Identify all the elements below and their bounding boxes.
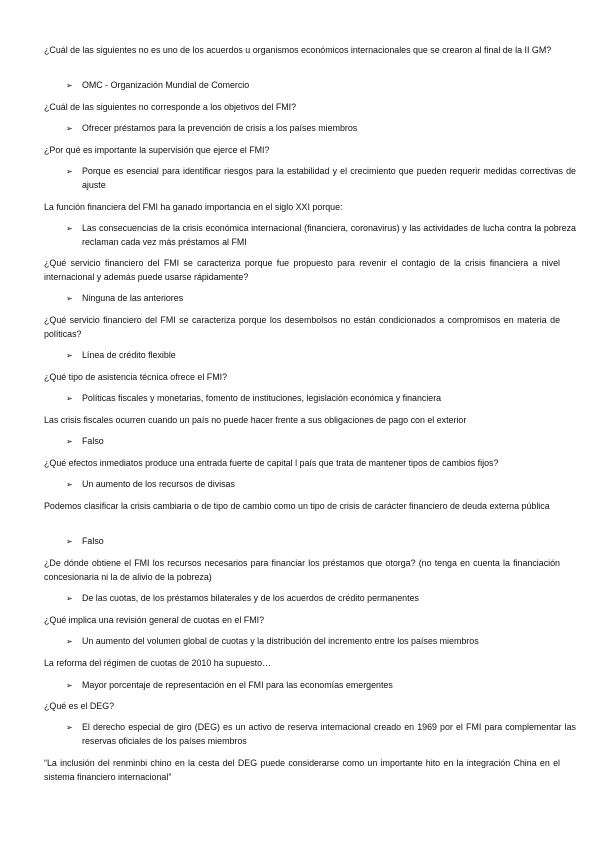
answer-2 bbox=[66, 122, 576, 136]
question-8: Las crisis fiscales ocurren cuando un país no puede hacer frente a sus obligaciones de pago con el exterior bbox=[44, 415, 467, 425]
answer-6 bbox=[66, 349, 576, 363]
arrow-bullet-icon: ➢ bbox=[66, 394, 73, 403]
arrow-bullet-icon: ➢ bbox=[66, 594, 73, 603]
answer-7 bbox=[66, 392, 576, 406]
answer-13 bbox=[66, 679, 576, 693]
answer-text: OMC - Organización Mundial de Comercio bbox=[82, 80, 250, 90]
answer-text: Un aumento de los recursos de divisas bbox=[82, 479, 235, 489]
answer-text: Ofrecer préstamos para la prevención de crisis a los países miembros bbox=[82, 123, 358, 133]
answer-text: Las consecuencias de la crisis económica internacional (financiera, coronavirus) y las actividades de lucha contra la pobreza reclaman cada vez más préstamos al FMI bbox=[82, 223, 576, 247]
question-6: ¿Qué servicio financiero del FMI se caracteriza porque los desembolsos no están condicionados a compromisos en materia de políticas? bbox=[44, 315, 560, 339]
arrow-bullet-icon: ➢ bbox=[66, 124, 73, 133]
answer-text: El derecho especial de giro (DEG) es un activo de reserva internacional creado en 1969 por el FMI para complementar las reservas oficiales de los países miembros bbox=[82, 722, 576, 746]
question-10: Podemos clasificar la crisis cambiaria o de tipo de cambio como un tipo de crisis de carácter financiero de deuda externa pública bbox=[44, 501, 550, 511]
answer-9 bbox=[66, 478, 576, 492]
question-4: La función financiera del FMI ha ganado importancia en el siglo XXI porque: bbox=[44, 202, 343, 212]
answer-text: Mayor porcentaje de representación en el FMI para las economías emergentes bbox=[82, 680, 393, 690]
answer-text: Línea de crédito flexible bbox=[82, 350, 176, 360]
answer-text: Políticas fiscales y monetarias, fomento de instituciones, legislación económica y financiera bbox=[82, 393, 442, 403]
answer-3 bbox=[66, 165, 576, 192]
answer-text: Ninguna de las anteriores bbox=[82, 293, 184, 303]
arrow-bullet-icon: ➢ bbox=[66, 681, 73, 690]
arrow-bullet-icon: ➢ bbox=[66, 537, 73, 546]
question-11: ¿De dónde obtiene el FMI los recursos necesarios para financiar los préstamos que otorga? (no tenga en cuenta la financiación concesionaria ni la de alivio de la pobreza) bbox=[44, 558, 560, 582]
answer-4 bbox=[66, 222, 576, 249]
question-14: ¿Qué es el DEG? bbox=[44, 701, 115, 711]
arrow-bullet-icon: ➢ bbox=[66, 81, 73, 90]
arrow-bullet-icon: ➢ bbox=[66, 637, 73, 646]
question-3: ¿Por qué es importante la supervisión que ejerce el FMI? bbox=[44, 145, 270, 155]
arrow-bullet-icon: ➢ bbox=[66, 224, 73, 233]
question-5: ¿Qué servicio financiero del FMI se caracteriza porque fue propuesto para revenir el contagio de la crisis financiera a nivel internacional y además puede usarse rápidamente? bbox=[44, 258, 560, 282]
question-9: ¿Qué efectos inmediatos produce una entrada fuerte de capital l país que trata de mantener tipos de cambios fijos? bbox=[44, 458, 499, 468]
question-2: ¿Cuál de las siguientes no corresponde a los objetivos del FMI? bbox=[44, 102, 297, 112]
answer-1 bbox=[66, 79, 576, 93]
arrow-bullet-icon: ➢ bbox=[66, 167, 73, 176]
question-7: ¿Qué tipo de asistencia técnica ofrece el FMI? bbox=[44, 372, 228, 382]
question-13: La reforma del régimen de cuotas de 2010 ha supuesto… bbox=[44, 658, 271, 668]
answer-5 bbox=[66, 292, 576, 306]
answer-text: Falso bbox=[82, 536, 104, 546]
arrow-bullet-icon: ➢ bbox=[66, 480, 73, 489]
answer-11 bbox=[66, 592, 576, 606]
question-1: ¿Cuál de las siguientes no es uno de los acuerdos u organismos económicos internacionales que se crearon al final de la II GM? bbox=[44, 45, 552, 55]
answer-text: Un aumento del volumen global de cuotas y la distribución del incremento entre los países miembros bbox=[82, 636, 479, 646]
arrow-bullet-icon: ➢ bbox=[66, 351, 73, 360]
answer-text: Falso bbox=[82, 436, 104, 446]
answer-12 bbox=[66, 635, 576, 649]
arrow-bullet-icon: ➢ bbox=[66, 294, 73, 303]
answer-8 bbox=[66, 435, 576, 449]
answer-10 bbox=[66, 535, 576, 549]
closing-quote: “La inclusión del renminbi chino en la cesta del DEG puede considerarse como un importante hito en la integración China en el sistema financiero internacional” bbox=[44, 758, 560, 782]
answer-14 bbox=[66, 721, 576, 748]
arrow-bullet-icon: ➢ bbox=[66, 437, 73, 446]
answer-text: Porque es esencial para identificar riesgos para la estabilidad y el crecimiento que pueden requerir medidas correctivas de ajuste bbox=[82, 166, 576, 190]
arrow-bullet-icon: ➢ bbox=[66, 723, 73, 732]
question-12: ¿Qué implica una revisión general de cuotas en el FMI? bbox=[44, 615, 265, 625]
answer-text: De las cuotas, de los préstamos bilaterales y de los acuerdos de crédito permanentes bbox=[82, 593, 419, 603]
